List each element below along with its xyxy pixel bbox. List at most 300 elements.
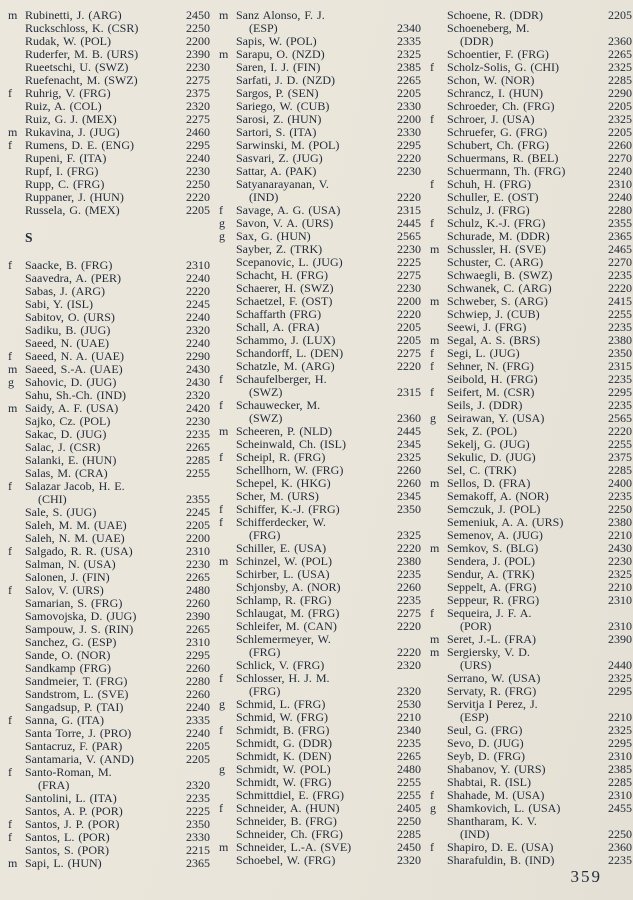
title-letter: f	[219, 801, 223, 815]
list-item	[8, 139, 210, 152]
title-letter	[219, 321, 236, 334]
list-item	[8, 204, 210, 217]
rating-value: 2220	[397, 151, 421, 165]
player-name: Ruiz, G. J. (MEX)	[25, 113, 117, 126]
list-item	[430, 477, 632, 490]
page-number: 359	[570, 867, 602, 886]
title-letter: m	[8, 401, 18, 415]
player-name: Schaffarth (FRG)	[236, 308, 322, 321]
rating-value: 2310	[186, 258, 210, 272]
rating-value: 2220	[397, 359, 421, 373]
title-letter	[8, 48, 25, 61]
player-name: Seewi, J. (FRG)	[447, 321, 527, 334]
player-name: Salazar Jacob, H. E.	[25, 480, 125, 493]
list-item	[219, 425, 421, 438]
player-name: Servitja I Perez, J.	[447, 698, 538, 711]
title-letter	[219, 165, 236, 178]
list-item	[430, 568, 632, 581]
rating-value: 2330	[186, 830, 210, 844]
rating-value: 2200	[186, 34, 210, 48]
player-name: Sabitov, O. (URS)	[25, 311, 115, 324]
list-item	[8, 831, 210, 844]
rating-value: 2235	[608, 320, 632, 334]
rating-value: 2340	[397, 21, 421, 35]
list-item	[430, 529, 632, 542]
player-name: Schaerer, H. (SWZ)	[236, 282, 334, 295]
rating-value: 2255	[608, 437, 632, 451]
list-item	[219, 854, 421, 867]
title-letter	[430, 724, 447, 737]
title-letter	[219, 74, 236, 87]
player-name: Seppeur, R. (FRG)	[447, 594, 540, 607]
rating-value: 2355	[186, 492, 210, 506]
title-letter: m	[8, 125, 18, 139]
rating-value: 2265	[608, 47, 632, 61]
player-name: Seils, J. (DDR)	[447, 399, 523, 412]
title-letter: f	[8, 765, 12, 779]
list-item	[219, 243, 421, 256]
title-letter: m	[430, 632, 440, 646]
list-item	[8, 701, 210, 714]
title-letter	[219, 334, 236, 347]
list-item	[8, 467, 210, 480]
rating-value: 2355	[608, 216, 632, 230]
list-item	[430, 451, 632, 464]
title-letter	[8, 204, 25, 217]
player-name: Seppelt, A. (FRG)	[447, 581, 537, 594]
list-item	[430, 724, 632, 737]
rating-value: 2310	[186, 635, 210, 649]
rating-value: 2480	[397, 762, 421, 776]
title-letter	[8, 740, 25, 753]
rating-value: 2295	[186, 648, 210, 662]
list-item	[8, 324, 210, 337]
player-name: Saidy, A. F. (USA)	[25, 402, 119, 415]
rating-value: 2405	[397, 801, 421, 815]
list-item	[8, 805, 210, 818]
rating-value: 2415	[608, 294, 632, 308]
rating-value: 2250	[186, 177, 210, 191]
player-name: Schruefer, G. (FRG)	[447, 126, 548, 139]
player-name: Savage, A. G. (USA)	[236, 204, 341, 217]
title-letter	[219, 594, 236, 607]
rating-value: 2360	[397, 411, 421, 425]
title-letter: m	[8, 856, 18, 870]
list-item	[219, 802, 421, 815]
column-1	[8, 9, 210, 870]
rating-value: 2310	[608, 788, 632, 802]
player-name: Schaufelberger, H.	[236, 373, 327, 386]
player-name: Schmid, W. (FRG)	[236, 711, 329, 724]
list-item	[8, 48, 210, 61]
title-letter	[430, 737, 447, 750]
list-item	[219, 438, 421, 451]
rating-value: 2320	[186, 388, 210, 402]
list-item	[219, 373, 421, 399]
list-item	[430, 178, 632, 191]
player-name: Rudak, W. (POL)	[25, 35, 111, 48]
player-name: Schuermann, Th. (FRG)	[447, 165, 566, 178]
list-item	[8, 402, 210, 415]
player-name: Schjonsby, A. (NOR)	[236, 581, 341, 594]
player-name: Sadiku, B. (JUG)	[25, 324, 111, 337]
rating-value: 2230	[186, 414, 210, 428]
title-letter: f	[219, 502, 223, 516]
title-letter	[8, 61, 25, 74]
title-letter	[8, 415, 25, 428]
rating-value: 2330	[397, 99, 421, 113]
list-item	[8, 428, 210, 441]
title-letter: f	[219, 450, 223, 464]
title-letter	[8, 324, 25, 337]
title-letter	[430, 672, 447, 685]
rating-value: 2380	[397, 554, 421, 568]
rating-value: 2365	[186, 856, 210, 870]
list-item	[430, 542, 632, 555]
player-name: Schulz, J. (FRG)	[447, 204, 530, 217]
title-letter: g	[430, 801, 436, 815]
list-item	[219, 763, 421, 776]
list-item	[430, 763, 632, 776]
rating-value: 2205	[608, 125, 632, 139]
player-name: Sendur, A. (TRK)	[447, 568, 535, 581]
list-item	[8, 285, 210, 298]
rating-value: 2380	[608, 515, 632, 529]
rating-value: 2245	[186, 505, 210, 519]
player-name: Schleifer, M. (CAN)	[236, 620, 337, 633]
rating-value: 2320	[186, 323, 210, 337]
rating-value: 2285	[397, 827, 421, 841]
rating-value: 2325	[397, 47, 421, 61]
rating-value: 2295	[608, 736, 632, 750]
title-letter: f	[219, 398, 223, 412]
rating-value: 2220	[397, 541, 421, 555]
title-letter	[8, 649, 25, 662]
title-letter: f	[8, 583, 12, 597]
list-item	[430, 646, 632, 672]
player-name: Schneider, B. (FRG)	[236, 815, 337, 828]
title-letter	[8, 688, 25, 701]
rating-value: 2220	[186, 190, 210, 204]
player-name: Ruhrig, V. (FRG)	[25, 87, 111, 100]
title-letter: f	[430, 346, 434, 360]
title-letter: g	[219, 229, 225, 243]
title-letter: f	[8, 258, 12, 272]
rating-value: 2350	[608, 346, 632, 360]
title-letter	[430, 9, 447, 22]
list-item	[430, 503, 632, 516]
title-letter: f	[430, 788, 434, 802]
title-letter	[8, 675, 25, 688]
rating-value: 2210	[397, 710, 421, 724]
column-2	[219, 9, 421, 870]
player-name: Rukavina, J. (JUG)	[25, 126, 120, 139]
player-name: Seibold, H. (FRG)	[447, 373, 538, 386]
rating-value: 2460	[186, 125, 210, 139]
list-item	[8, 519, 210, 532]
title-letter	[219, 100, 236, 113]
title-letter	[430, 438, 447, 451]
list-item	[219, 100, 421, 113]
list-item	[219, 165, 421, 178]
rating-value: 2240	[608, 164, 632, 178]
rating-value: 2205	[397, 86, 421, 100]
list-item	[219, 139, 421, 152]
title-letter: f	[219, 203, 223, 217]
list-item	[8, 259, 210, 272]
player-name: Shabanov, Y. (URS)	[447, 763, 546, 776]
list-item	[8, 506, 210, 519]
player-name: Salas, M. (CRA)	[25, 467, 108, 480]
rating-value: 2210	[608, 580, 632, 594]
player-name: Sharafuldin, B. (IND)	[447, 854, 555, 867]
rating-value: 2265	[397, 749, 421, 763]
player-name: Shantharam, K. V.	[447, 815, 537, 828]
player-name: Schoebel, W. (FRG)	[236, 854, 336, 867]
title-letter	[8, 792, 25, 805]
list-item	[8, 9, 210, 22]
list-item	[8, 61, 210, 74]
player-name: Segi, L. (JUG)	[447, 347, 520, 360]
list-item	[219, 269, 421, 282]
rating-value: 2235	[608, 853, 632, 867]
list-item	[430, 100, 632, 113]
list-item	[430, 841, 632, 854]
title-letter	[8, 35, 25, 48]
rating-value: 2480	[186, 583, 210, 597]
player-name: Seul, G. (FRG)	[447, 724, 523, 737]
list-item	[430, 607, 632, 633]
list-item	[430, 334, 632, 347]
player-name: Schwaegli, B. (SWZ)	[447, 269, 553, 282]
player-name: Schuh, H. (FRG)	[447, 178, 532, 191]
player-name: Saavedra, A. (PER)	[25, 272, 121, 285]
player-name: Schrancz, I. (HUN)	[447, 87, 543, 100]
rating-value: 2205	[397, 320, 421, 334]
rating-value: 2290	[608, 86, 632, 100]
list-item	[219, 35, 421, 48]
rating-value: 2205	[608, 8, 632, 22]
player-name: Saeed, N. A. (UAE)	[25, 350, 124, 363]
rating-value: 2260	[186, 687, 210, 701]
player-name: Sellos, D. (FRA)	[447, 477, 531, 490]
title-letter	[430, 698, 447, 724]
player-name: Sapis, W. (POL)	[236, 35, 317, 48]
player-name: Sale, S. (JUG)	[25, 506, 97, 519]
player-name: Schuermans, R. (BEL)	[447, 152, 559, 165]
player-name: Schirber, L. (USA)	[236, 568, 330, 581]
list-item	[219, 217, 421, 230]
player-name: Schulz, K.-J. (FRG)	[447, 217, 546, 230]
list-item	[219, 256, 421, 269]
player-name: Schneider, Ch. (FRG)	[236, 828, 343, 841]
list-item	[8, 636, 210, 649]
list-item	[219, 724, 421, 737]
player-federation: (FRG)	[249, 528, 281, 542]
list-item	[8, 688, 210, 701]
title-letter: m	[430, 333, 440, 347]
player-name: Schifferdecker, W.	[236, 516, 326, 529]
player-federation: (CHI)	[38, 492, 67, 506]
section-letter: S	[25, 230, 33, 245]
list-item	[219, 282, 421, 295]
list-item	[430, 204, 632, 217]
rating-value: 2220	[186, 284, 210, 298]
list-item	[219, 516, 421, 542]
player-name: Sampouw, J. S. (RIN)	[25, 623, 134, 636]
list-item	[219, 399, 421, 425]
title-letter: f	[8, 544, 12, 558]
list-item	[219, 360, 421, 373]
title-letter	[8, 506, 25, 519]
rating-value: 2295	[608, 385, 632, 399]
rating-value: 2430	[186, 375, 210, 389]
list-item	[430, 74, 632, 87]
list-item	[8, 87, 210, 100]
player-name: Saren, I. J. (FIN)	[236, 61, 321, 74]
player-name: Schmidt, W. (POL)	[236, 763, 331, 776]
rating-value: 2220	[397, 190, 421, 204]
rating-value: 2265	[186, 622, 210, 636]
list-item	[219, 178, 421, 204]
title-letter	[8, 597, 25, 610]
player-name: Sek, Z. (POL)	[447, 425, 517, 438]
title-letter	[8, 285, 25, 298]
list-item	[219, 581, 421, 594]
rating-value: 2390	[186, 609, 210, 623]
title-letter	[430, 581, 447, 594]
list-item	[8, 441, 210, 454]
list-item	[8, 376, 210, 389]
player-name: Schaetzel, F. (OST)	[236, 295, 333, 308]
player-name: Schmidt, W. (FRG)	[236, 776, 332, 789]
title-letter	[219, 295, 236, 308]
list-item	[8, 337, 210, 350]
list-item	[430, 48, 632, 61]
player-name: Ruckschloss, K. (CSR)	[25, 22, 139, 35]
player-name: Sendera, J. (POL)	[447, 555, 535, 568]
player-name: Schuller, E. (OST)	[447, 191, 539, 204]
player-name: Santolini, L. (ITA)	[25, 792, 117, 805]
list-item	[219, 607, 421, 620]
rating-value: 2225	[186, 804, 210, 818]
list-item	[430, 438, 632, 451]
list-item	[430, 802, 632, 815]
title-letter	[430, 191, 447, 204]
title-letter	[8, 519, 25, 532]
list-item	[430, 399, 632, 412]
list-item	[8, 415, 210, 428]
player-name: Sabi, Y. (ISL)	[25, 298, 93, 311]
player-name: Sasvari, Z. (JUG)	[236, 152, 323, 165]
rating-value: 2335	[186, 713, 210, 727]
title-letter	[430, 87, 447, 100]
list-item	[8, 113, 210, 126]
rating-value: 2220	[397, 619, 421, 633]
title-letter	[8, 178, 25, 191]
title-letter	[8, 311, 25, 324]
player-name: Scheeren, P. (NLD)	[236, 425, 332, 438]
player-name: Sel, C. (TRK)	[447, 464, 517, 477]
title-letter	[430, 256, 447, 269]
rating-value: 2420	[186, 401, 210, 415]
list-item	[8, 727, 210, 740]
player-name: Sandmeier, T. (FRG)	[25, 675, 128, 688]
list-item	[430, 243, 632, 256]
list-item	[8, 100, 210, 113]
title-letter	[219, 464, 236, 477]
title-letter	[219, 607, 236, 620]
rating-value: 2385	[608, 762, 632, 776]
list-item	[219, 633, 421, 659]
rating-value: 2465	[608, 242, 632, 256]
title-letter: g	[8, 375, 14, 389]
rating-value: 2325	[608, 112, 632, 126]
title-letter	[219, 139, 236, 152]
player-name: Santos, A. P. (POR)	[25, 805, 123, 818]
title-letter: m	[430, 645, 440, 659]
title-letter: m	[430, 541, 440, 555]
rating-value: 2250	[397, 814, 421, 828]
player-federation: (FRG)	[249, 645, 281, 659]
title-letter: f	[219, 372, 223, 386]
player-name: Santo-Roman, M.	[25, 766, 112, 779]
player-federation: (SWZ)	[249, 411, 283, 425]
player-name: Schacht, H. (FRG)	[236, 269, 328, 282]
list-item	[430, 464, 632, 477]
player-name: Schmidt, G. (DDR)	[236, 737, 332, 750]
title-letter	[219, 113, 236, 126]
player-name: Schoentier, F. (FRG)	[447, 48, 549, 61]
rating-value: 2205	[608, 99, 632, 113]
rating-value: 2390	[608, 632, 632, 646]
player-federation: (URS)	[460, 658, 492, 672]
list-item	[219, 464, 421, 477]
list-item	[430, 685, 632, 698]
list-item	[430, 815, 632, 841]
rating-value: 2335	[397, 34, 421, 48]
rating-value: 2530	[397, 697, 421, 711]
title-letter	[430, 126, 447, 139]
title-letter	[219, 854, 236, 867]
list-item	[219, 308, 421, 321]
title-letter: m	[219, 8, 229, 22]
player-name: Sax, G. (HUN)	[236, 230, 311, 243]
list-item	[430, 347, 632, 360]
player-name: Schuster, C. (ARG)	[447, 256, 544, 269]
player-name: Servaty, R. (FRG)	[447, 685, 537, 698]
rating-value: 2295	[186, 138, 210, 152]
list-item	[8, 389, 210, 402]
rating-value: 2455	[608, 801, 632, 815]
player-name: Schussler, H. (SVE)	[447, 243, 546, 256]
rating-value: 2565	[608, 411, 632, 425]
player-federation: (ESP)	[249, 21, 278, 35]
rating-value: 2310	[608, 593, 632, 607]
title-letter	[430, 763, 447, 776]
title-letter: f	[430, 216, 434, 230]
player-name: Schubert, Ch. (FRG)	[447, 139, 549, 152]
rating-value: 2445	[397, 424, 421, 438]
player-name: Sanna, G. (ITA)	[25, 714, 105, 727]
rating-value: 2220	[397, 645, 421, 659]
rating-value: 2240	[186, 726, 210, 740]
player-name: Sandstrom, L. (SVE)	[25, 688, 129, 701]
title-letter	[8, 636, 25, 649]
player-name: Saeed, S.-A. (UAE)	[25, 363, 123, 376]
title-letter	[8, 454, 25, 467]
list-item	[8, 191, 210, 204]
